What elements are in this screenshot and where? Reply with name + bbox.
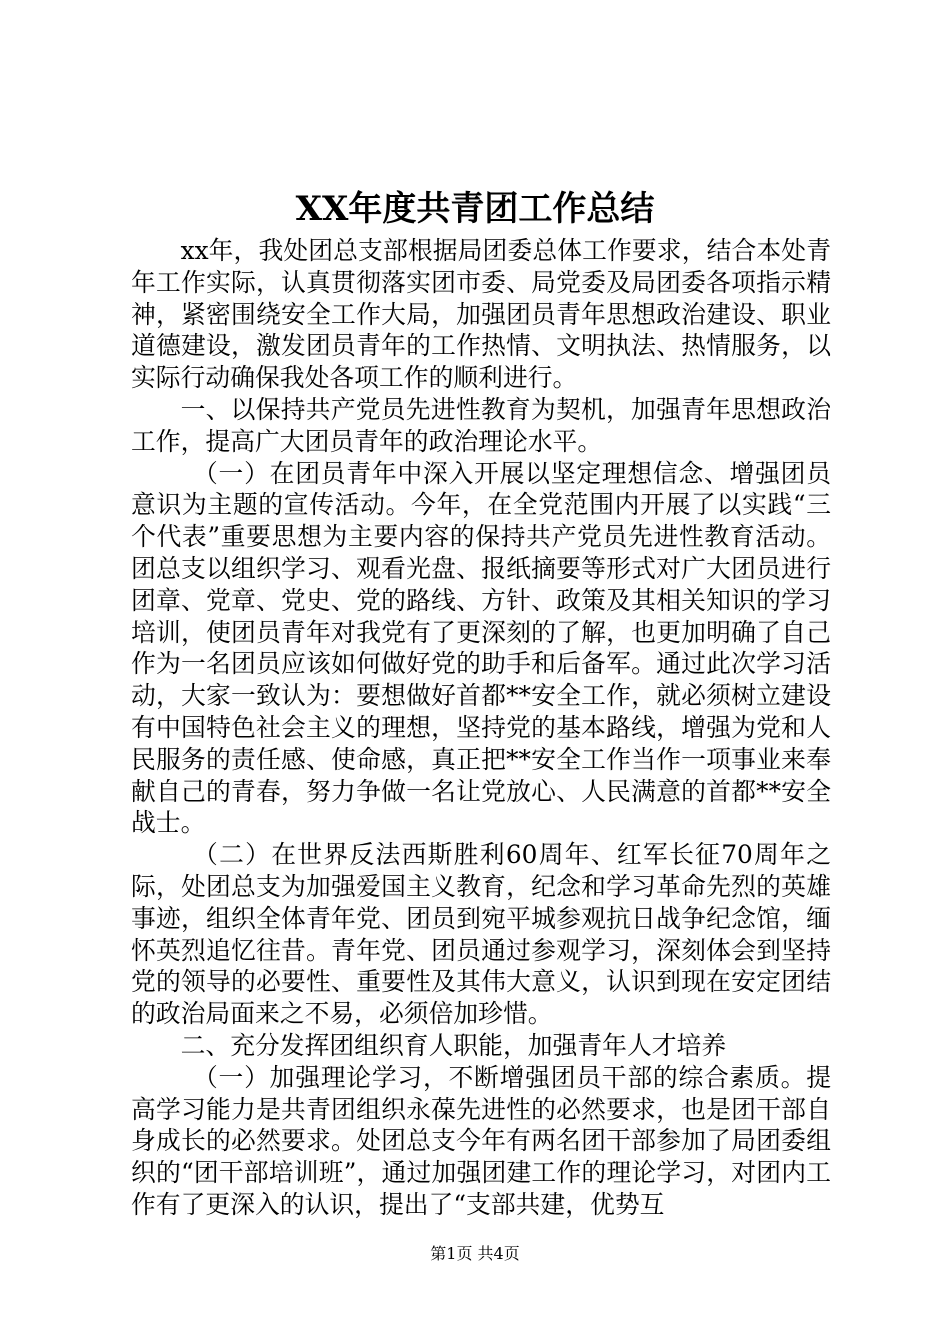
section-2-item-1: （一）加强理论学习，不断增强团员干部的综合素质。提高学习能力是共青团组织永葆先进性的必然要求，也是团干部自身成长的必然要求。处团总支今年有两名团干部参加了局团委组织的“团干部培训班”，通过加强团建工作的理论学习，对团内工作有了更深入的认识，提出了“支部共建，优势互 xyxy=(131,1062,831,1219)
intro-paragraph: xx年，我处团总支部根据局团委总体工作要求，结合本处青年工作实际，认真贯彻落实团市委、局党委及局团委各项指示精神，紧密围绕安全工作大局，加强团员青年思想政治建设、职业道德建设，激发团员青年的工作热情、文明执法、热情服务，以实际行动确保我处各项工作的顺利进行。 xyxy=(131,236,831,393)
document-body xyxy=(131,235,831,1221)
section-1-item-1: （一）在团员青年中深入开展以坚定理想信念、增强团员意识为主题的宣传活动。今年，在全党范围内开展了以实践“三个代表”重要思想为主要内容的保持共产党员先进性教育活动。团总支以组织学习、观看光盘、报纸摘要等形式对广大团员进行团章、党章、党史、党的路线、方针、政策及其相关知识的学习培训，使团员青年对我党有了更深刻的了解，也更加明确了自己作为一名团员应该如何做好党的助手和后备军。通过此次学习活动，大家一致认为：要想做好首都**安全工作，就必须树立建设有中国特色社会主义的理想，坚持党的基本路线，增强为党和人民服务的责任感、使命感，真正把**安全工作当作一项事业来奉献自己的青春，努力争做一名让党放心、人民满意的首都**安全战士。 xyxy=(131,458,831,838)
section-2-heading: 二、充分发挥团组织育人职能，加强青年人才培养 xyxy=(180,1030,727,1060)
document-title: XX年度共青团工作总结 xyxy=(295,189,655,229)
section-1-item-2: （二）在世界反法西斯胜利60周年、红军长征70周年之际，处团总支为加强爱国主义教育，纪念和学习革命先烈的英雄事迹，组织全体青年党、团员到宛平城参观抗日战争纪念馆，缅怀英烈追忆往昔。青年党、团员通过参观学习，深刻体会到坚持党的领导的必要性、重要性及其伟大意义，认识到现在安定团结的政治局面来之不易，必须倍加珍惜。 xyxy=(131,840,831,1029)
page-footer: 第1页 共4页 xyxy=(430,1244,520,1263)
section-1-heading: 一、以保持共产党员先进性教育为契机，加强青年思想政治工作，提高广大团员青年的政治理论水平。 xyxy=(131,394,831,456)
